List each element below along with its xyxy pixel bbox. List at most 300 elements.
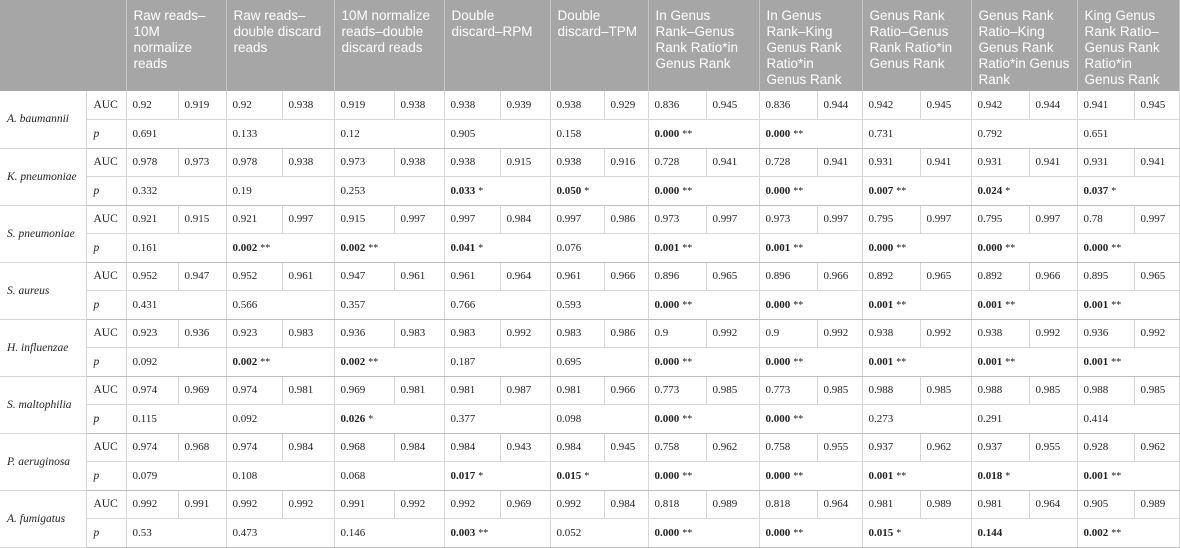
p-value: 0.000 — [654, 526, 680, 539]
p-value-cell — [126, 462, 226, 491]
p-value: 0.792 — [977, 127, 1003, 140]
p-value: 0.12 — [340, 127, 360, 140]
auc-value: 0.984 — [282, 433, 334, 462]
p-value: 0.291 — [977, 412, 1003, 425]
table-row-auc — [0, 319, 1179, 348]
p-value-cell — [226, 234, 334, 263]
p-value-cell — [648, 519, 759, 548]
p-value: 0.001 — [1083, 469, 1109, 482]
metric-label: p — [86, 291, 126, 320]
p-value: 0.691 — [132, 127, 158, 140]
p-value-cell — [126, 519, 226, 548]
auc-value: 0.997 — [817, 205, 862, 234]
p-value: 0.000 — [1083, 241, 1109, 254]
p-value: 0.108 — [232, 469, 258, 482]
auc-value: 0.978 — [226, 148, 282, 177]
auc-value: 0.992 — [920, 319, 971, 348]
organism-name: P. aeruginosa — [0, 433, 86, 490]
p-value-cell — [759, 177, 862, 206]
p-value: 0.001 — [765, 241, 791, 254]
p-value-cell — [759, 120, 862, 149]
table-row-p — [0, 519, 1179, 548]
auc-value: 0.919 — [178, 91, 226, 120]
p-value-cell — [648, 120, 759, 149]
p-value-cell — [1077, 234, 1179, 263]
p-value: 0.000 — [868, 241, 894, 254]
auc-value: 0.9 — [648, 319, 706, 348]
auc-value: 0.992 — [1029, 319, 1077, 348]
auc-value: 0.941 — [920, 148, 971, 177]
p-value: 0.001 — [868, 469, 894, 482]
column-header: Double discard–TPM — [550, 0, 648, 91]
significance-marker: ** — [793, 242, 804, 254]
auc-value: 0.965 — [706, 262, 759, 291]
auc-value: 0.992 — [282, 490, 334, 519]
auc-value: 0.915 — [178, 205, 226, 234]
p-value: 0.098 — [556, 412, 582, 425]
p-value-cell — [1077, 462, 1179, 491]
auc-value: 0.988 — [1077, 376, 1134, 405]
p-value-cell — [334, 177, 444, 206]
auc-value: 0.938 — [394, 91, 444, 120]
table-row-auc — [0, 262, 1179, 291]
significance-marker: ** — [1005, 242, 1016, 254]
auc-value: 0.938 — [550, 148, 604, 177]
auc-value: 0.961 — [444, 262, 500, 291]
auc-value: 0.981 — [444, 376, 500, 405]
auc-value: 0.983 — [394, 319, 444, 348]
p-value-cell — [1077, 291, 1179, 320]
auc-value: 0.986 — [604, 205, 648, 234]
p-value: 0.766 — [450, 298, 476, 311]
auc-value: 0.758 — [648, 433, 706, 462]
auc-value: 0.991 — [334, 490, 394, 519]
auc-value: 0.938 — [971, 319, 1029, 348]
auc-value: 0.938 — [282, 148, 334, 177]
p-value: 0.001 — [868, 355, 894, 368]
p-value: 0.431 — [132, 298, 158, 311]
p-value-cell — [226, 348, 334, 377]
column-header: In Genus Rank–King Genus Rank Ratio*in Genus Rank — [759, 0, 862, 91]
auc-value: 0.919 — [334, 91, 394, 120]
p-value-cell — [862, 291, 971, 320]
auc-value: 0.962 — [920, 433, 971, 462]
p-value: 0.144 — [977, 526, 1003, 539]
p-value: 0.332 — [132, 184, 158, 197]
significance-marker: ** — [368, 242, 379, 254]
p-value-cell — [1077, 120, 1179, 149]
auc-value: 0.944 — [817, 91, 862, 120]
auc-value: 0.895 — [1077, 262, 1134, 291]
significance-marker: * — [478, 242, 484, 254]
p-value-cell — [334, 519, 444, 548]
auc-value: 0.983 — [282, 319, 334, 348]
auc-value: 0.938 — [862, 319, 920, 348]
auc-value: 0.929 — [604, 91, 648, 120]
p-value-cell — [444, 348, 550, 377]
auc-value: 0.92 — [226, 91, 282, 120]
p-value-cell — [550, 348, 648, 377]
auc-value: 0.992 — [394, 490, 444, 519]
auc-value: 0.931 — [862, 148, 920, 177]
auc-value: 0.992 — [500, 319, 550, 348]
significance-marker: * — [584, 470, 590, 482]
p-value: 0.079 — [132, 469, 158, 482]
auc-value: 0.978 — [126, 148, 178, 177]
p-value-cell — [759, 405, 862, 434]
p-value: 0.024 — [977, 184, 1003, 197]
p-value-cell — [648, 234, 759, 263]
significance-marker: * — [896, 527, 902, 539]
metric-label: AUC — [86, 319, 126, 348]
auc-value: 0.985 — [706, 376, 759, 405]
auc-value: 0.892 — [862, 262, 920, 291]
p-value-cell — [126, 120, 226, 149]
auc-value: 0.905 — [1077, 490, 1134, 519]
p-value-cell — [550, 234, 648, 263]
p-value: 0.651 — [1083, 127, 1109, 140]
auc-value: 0.938 — [550, 91, 604, 120]
table-row-auc — [0, 490, 1179, 519]
auc-value: 0.992 — [1134, 319, 1179, 348]
auc-value: 0.818 — [648, 490, 706, 519]
auc-value: 0.988 — [971, 376, 1029, 405]
auc-value: 0.961 — [282, 262, 334, 291]
p-value: 0.377 — [450, 412, 476, 425]
auc-value: 0.984 — [604, 490, 648, 519]
auc-value: 0.938 — [444, 91, 500, 120]
auc-value: 0.985 — [1134, 376, 1179, 405]
auc-value: 0.988 — [862, 376, 920, 405]
p-value-cell — [862, 234, 971, 263]
auc-value: 0.964 — [1029, 490, 1077, 519]
column-header: 10M normalize reads–double discard reads — [334, 0, 444, 91]
p-value-cell — [971, 291, 1077, 320]
significance-marker: ** — [682, 527, 693, 539]
auc-value: 0.818 — [759, 490, 817, 519]
significance-marker: ** — [682, 413, 693, 425]
p-value-cell — [759, 519, 862, 548]
p-value: 0.593 — [556, 298, 582, 311]
auc-value: 0.997 — [1134, 205, 1179, 234]
p-value-cell — [334, 234, 444, 263]
p-value: 0.015 — [556, 469, 582, 482]
auc-value: 0.992 — [706, 319, 759, 348]
p-value-cell — [971, 405, 1077, 434]
auc-value: 0.758 — [759, 433, 817, 462]
significance-marker: ** — [260, 356, 271, 368]
p-value-cell — [971, 348, 1077, 377]
auc-value: 0.984 — [444, 433, 500, 462]
p-value-cell — [648, 348, 759, 377]
significance-marker: ** — [260, 242, 271, 254]
auc-value: 0.92 — [126, 91, 178, 120]
auc-value: 0.915 — [334, 205, 394, 234]
auc-value: 0.983 — [550, 319, 604, 348]
auc-value: 0.985 — [817, 376, 862, 405]
auc-value: 0.836 — [648, 91, 706, 120]
p-value-cell — [334, 291, 444, 320]
p-value: 0.002 — [232, 241, 258, 254]
metric-label: p — [86, 177, 126, 206]
significance-marker: * — [584, 185, 590, 197]
auc-value: 0.973 — [178, 148, 226, 177]
significance-marker: ** — [1111, 527, 1122, 539]
auc-value: 0.969 — [178, 376, 226, 405]
significance-marker: ** — [793, 299, 804, 311]
p-value-cell — [226, 462, 334, 491]
p-value: 0.002 — [340, 355, 366, 368]
auc-value: 0.997 — [444, 205, 500, 234]
auc-value: 0.952 — [126, 262, 178, 291]
p-value: 0.731 — [868, 127, 894, 140]
p-value-cell — [444, 405, 550, 434]
auc-value: 0.773 — [648, 376, 706, 405]
p-value-cell — [971, 462, 1077, 491]
auc-value: 0.991 — [178, 490, 226, 519]
p-value: 0.003 — [450, 526, 476, 539]
metric-label: p — [86, 234, 126, 263]
table-row-p — [0, 348, 1179, 377]
auc-value: 0.921 — [126, 205, 178, 234]
p-value-cell — [126, 405, 226, 434]
table-body — [0, 91, 1179, 547]
p-value: 0.007 — [868, 184, 894, 197]
p-value: 0.000 — [765, 469, 791, 482]
auc-value: 0.981 — [394, 376, 444, 405]
p-value: 0.473 — [232, 526, 258, 539]
p-value: 0.068 — [340, 469, 366, 482]
significance-marker: ** — [896, 356, 907, 368]
auc-value: 0.974 — [226, 433, 282, 462]
auc-value: 0.937 — [971, 433, 1029, 462]
auc-value: 0.795 — [862, 205, 920, 234]
significance-marker: ** — [682, 242, 693, 254]
auc-value: 0.989 — [706, 490, 759, 519]
significance-marker: ** — [793, 527, 804, 539]
p-value: 0.000 — [654, 469, 680, 482]
significance-marker: * — [1005, 185, 1011, 197]
p-value-cell — [550, 177, 648, 206]
auc-value: 0.892 — [971, 262, 1029, 291]
organism-name: K. pneumoniae — [0, 148, 86, 205]
auc-value: 0.997 — [706, 205, 759, 234]
table-row-p — [0, 291, 1179, 320]
p-value-cell — [444, 177, 550, 206]
auc-value: 0.968 — [334, 433, 394, 462]
auc-value: 0.955 — [1029, 433, 1077, 462]
p-value: 0.187 — [450, 355, 476, 368]
auc-value: 0.952 — [226, 262, 282, 291]
organism-name: H. influenzae — [0, 319, 86, 376]
p-value: 0.000 — [654, 298, 680, 311]
metric-label: AUC — [86, 91, 126, 120]
auc-value: 0.923 — [126, 319, 178, 348]
metric-label: AUC — [86, 490, 126, 519]
p-value-cell — [334, 120, 444, 149]
auc-value: 0.985 — [920, 376, 971, 405]
p-value-cell — [226, 177, 334, 206]
p-value: 0.026 — [340, 412, 366, 425]
auc-value: 0.966 — [817, 262, 862, 291]
metric-label: AUC — [86, 262, 126, 291]
table-row-auc — [0, 433, 1179, 462]
p-value: 0.566 — [232, 298, 258, 311]
p-value-cell — [126, 348, 226, 377]
metric-label: AUC — [86, 148, 126, 177]
p-value: 0.905 — [450, 127, 476, 140]
p-value-cell — [550, 291, 648, 320]
significance-marker: ** — [793, 413, 804, 425]
p-value: 0.000 — [654, 355, 680, 368]
auc-value: 0.992 — [126, 490, 178, 519]
auc-value: 0.944 — [1029, 91, 1077, 120]
auc-value: 0.836 — [759, 91, 817, 120]
p-value-cell — [126, 291, 226, 320]
organism-name: S. pneumoniae — [0, 205, 86, 262]
p-value-cell — [226, 405, 334, 434]
auc-value: 0.936 — [1077, 319, 1134, 348]
p-value-cell — [126, 234, 226, 263]
p-value-cell — [334, 462, 444, 491]
column-header: King Genus Rank Ratio–Genus Rank Ratio*in Genus Rank — [1077, 0, 1179, 91]
p-value-cell — [444, 120, 550, 149]
p-value: 0.000 — [765, 526, 791, 539]
table-row-auc — [0, 91, 1179, 120]
p-value-cell — [1077, 519, 1179, 548]
p-value-cell — [862, 462, 971, 491]
table-row-auc — [0, 376, 1179, 405]
significance-marker: ** — [1111, 470, 1122, 482]
auc-value: 0.968 — [178, 433, 226, 462]
auc-value: 0.981 — [862, 490, 920, 519]
significance-marker: ** — [793, 185, 804, 197]
auc-value: 0.965 — [920, 262, 971, 291]
p-value-cell — [1077, 405, 1179, 434]
p-value: 0.000 — [654, 412, 680, 425]
significance-marker: ** — [1005, 356, 1016, 368]
p-value-cell — [862, 120, 971, 149]
significance-marker: ** — [793, 470, 804, 482]
p-value-cell — [444, 234, 550, 263]
p-value-cell — [444, 291, 550, 320]
p-value: 0.000 — [765, 355, 791, 368]
auc-value: 0.992 — [817, 319, 862, 348]
p-value-cell — [759, 348, 862, 377]
auc-value: 0.896 — [648, 262, 706, 291]
auc-value: 0.955 — [817, 433, 862, 462]
auc-value: 0.916 — [604, 148, 648, 177]
auc-value: 0.795 — [971, 205, 1029, 234]
header-blank — [0, 0, 126, 91]
p-value-cell — [862, 519, 971, 548]
auc-value: 0.966 — [1029, 262, 1077, 291]
table-row-p — [0, 462, 1179, 491]
auc-value: 0.945 — [1134, 91, 1179, 120]
auc-value: 0.974 — [126, 376, 178, 405]
p-value: 0.000 — [765, 127, 791, 140]
auc-value: 0.997 — [282, 205, 334, 234]
auc-value: 0.931 — [971, 148, 1029, 177]
auc-value: 0.961 — [550, 262, 604, 291]
auc-value: 0.928 — [1077, 433, 1134, 462]
auc-value: 0.942 — [862, 91, 920, 120]
auc-value: 0.974 — [126, 433, 178, 462]
p-value: 0.018 — [977, 469, 1003, 482]
column-header: Raw reads–10M normalize reads — [126, 0, 226, 91]
p-value: 0.041 — [450, 241, 476, 254]
auc-value: 0.921 — [226, 205, 282, 234]
auc-value: 0.966 — [604, 376, 648, 405]
p-value-cell — [862, 405, 971, 434]
auc-value: 0.973 — [334, 148, 394, 177]
organism-name: A. fumigatus — [0, 490, 86, 547]
p-value-cell — [444, 519, 550, 548]
auc-value: 0.923 — [226, 319, 282, 348]
auc-value: 0.9 — [759, 319, 817, 348]
table-row-p — [0, 234, 1179, 263]
table-row-p — [0, 405, 1179, 434]
p-value: 0.146 — [340, 526, 366, 539]
auc-value: 0.997 — [550, 205, 604, 234]
p-value-cell — [226, 519, 334, 548]
auc-value: 0.974 — [226, 376, 282, 405]
significance-marker: ** — [682, 185, 693, 197]
auc-value: 0.938 — [394, 148, 444, 177]
p-value: 0.037 — [1083, 184, 1109, 197]
p-value: 0.000 — [765, 412, 791, 425]
auc-value: 0.936 — [178, 319, 226, 348]
p-value: 0.002 — [232, 355, 258, 368]
metric-label: p — [86, 519, 126, 548]
organism-name: S. maltophilia — [0, 376, 86, 433]
auc-value: 0.728 — [759, 148, 817, 177]
p-value-cell — [759, 462, 862, 491]
auc-value: 0.937 — [862, 433, 920, 462]
auc-value: 0.962 — [706, 433, 759, 462]
p-value: 0.015 — [868, 526, 894, 539]
p-value: 0.695 — [556, 355, 582, 368]
p-value-cell — [550, 405, 648, 434]
p-value-cell — [971, 177, 1077, 206]
p-value: 0.001 — [977, 355, 1003, 368]
p-value: 0.092 — [232, 412, 258, 425]
auc-value: 0.961 — [394, 262, 444, 291]
auc-value: 0.969 — [500, 490, 550, 519]
metric-label: AUC — [86, 376, 126, 405]
significance-marker: ** — [896, 299, 907, 311]
p-value-cell — [759, 291, 862, 320]
auc-value: 0.992 — [444, 490, 500, 519]
p-value-cell — [759, 234, 862, 263]
p-value: 0.001 — [654, 241, 680, 254]
p-value: 0.092 — [132, 355, 158, 368]
auc-value: 0.964 — [817, 490, 862, 519]
auc-value: 0.969 — [334, 376, 394, 405]
metric-label: AUC — [86, 205, 126, 234]
auc-value: 0.973 — [648, 205, 706, 234]
p-value-cell — [1077, 348, 1179, 377]
auc-value: 0.989 — [920, 490, 971, 519]
p-value: 0.052 — [556, 526, 582, 539]
p-value: 0.000 — [654, 127, 680, 140]
p-value-cell — [971, 234, 1077, 263]
header-row — [0, 0, 1179, 91]
metric-label: p — [86, 462, 126, 491]
auc-value: 0.945 — [706, 91, 759, 120]
p-value-cell — [334, 405, 444, 434]
auc-value: 0.938 — [282, 91, 334, 120]
